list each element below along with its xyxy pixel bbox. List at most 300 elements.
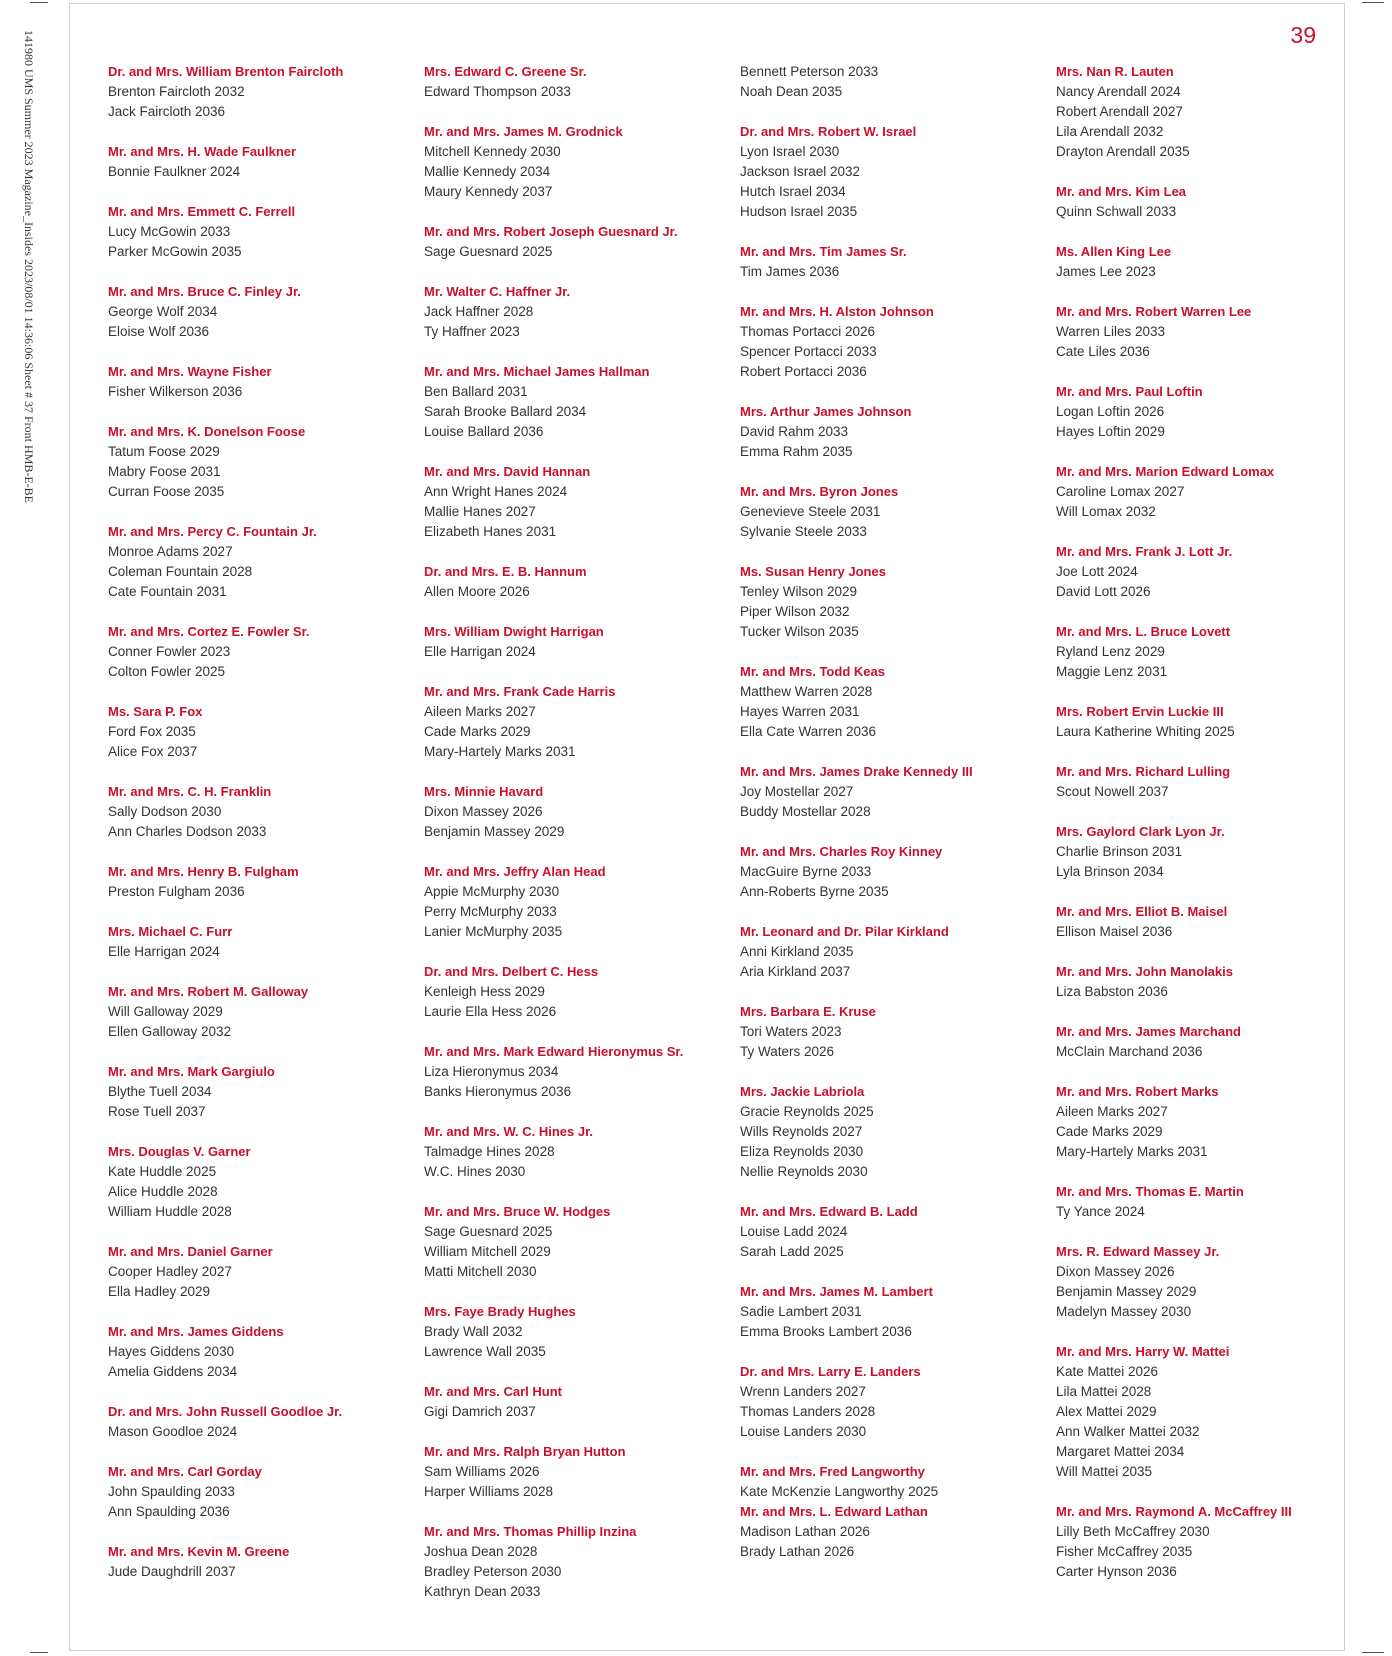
honoree-name: Coleman Fountain 2028 [108, 564, 253, 579]
donor-entry [424, 222, 724, 262]
donor-entry [424, 782, 724, 842]
donor-entry [108, 522, 408, 602]
honoree-name: Alice Huddle 2028 [108, 1184, 218, 1199]
honoree-name: MacGuire Byrne 2033 [740, 864, 872, 879]
honoree-name: Ty Yance 2024 [1056, 1204, 1145, 1219]
donor-name: Mrs. R. Edward Massey Jr. [1056, 1244, 1220, 1259]
donor-entry [740, 1082, 1040, 1182]
donor-entry [108, 1242, 408, 1302]
honoree-name: Tatum Foose 2029 [108, 444, 220, 459]
honoree-name: Hayes Giddens 2030 [108, 1344, 235, 1359]
donor-entry [424, 1202, 724, 1282]
donor-entry [424, 1302, 724, 1362]
honoree-name: Hutch Israel 2034 [740, 184, 846, 199]
donor-name: Mr. Leonard and Dr. Pilar Kirkland [740, 924, 949, 939]
honoree-name: Hayes Warren 2031 [740, 704, 860, 719]
donor-entry [108, 282, 408, 342]
honoree-name: Madelyn Massey 2030 [1056, 1304, 1192, 1319]
honoree-name: Charlie Brinson 2031 [1056, 844, 1183, 859]
honoree-name: Ryland Lenz 2029 [1056, 644, 1165, 659]
honoree-name: Jackson Israel 2032 [740, 164, 861, 179]
honoree-name: Genevieve Steele 2031 [740, 504, 881, 519]
donor-entry [108, 922, 408, 962]
honoree-name: Mabry Foose 2031 [108, 464, 221, 479]
donor-entry [108, 1062, 408, 1122]
honoree-name: Blythe Tuell 2034 [108, 1084, 212, 1099]
honoree-name: Ella Cate Warren 2036 [740, 724, 877, 739]
honoree-name: Cade Marks 2029 [424, 724, 531, 739]
honoree-name: Eloise Wolf 2036 [108, 324, 210, 339]
column-2 [424, 62, 724, 1622]
donor-entry [424, 62, 724, 102]
honoree-name: Aileen Marks 2027 [1056, 1104, 1168, 1119]
donor-name: Mr. and Mrs. Tim James Sr. [740, 244, 907, 259]
honoree-name: Tenley Wilson 2029 [740, 584, 858, 599]
honoree-name: Anni Kirkland 2035 [740, 944, 854, 959]
honoree-name: Hayes Loftin 2029 [1056, 424, 1165, 439]
donor-name: Mr. and Mrs. Elliot B. Maisel [1056, 904, 1228, 919]
honoree-name: Ford Fox 2035 [108, 724, 196, 739]
honoree-name: Sam Williams 2026 [424, 1464, 540, 1479]
donor-entry [1056, 542, 1356, 602]
donor-name: Dr. and Mrs. Robert W. Israel [740, 124, 917, 139]
honoree-name: Gracie Reynolds 2025 [740, 1104, 874, 1119]
donor-name: Mr. and Mrs. Wayne Fisher [108, 364, 272, 379]
donor-entry [108, 142, 408, 182]
honoree-name: Harper Williams 2028 [424, 1484, 554, 1499]
donor-name: Dr. and Mrs. John Russell Goodloe Jr. [108, 1404, 343, 1419]
honoree-name: Lyon Israel 2030 [740, 144, 840, 159]
honoree-name: Cate Fountain 2031 [108, 584, 227, 599]
donor-name: Mr. and Mrs. Edward B. Ladd [740, 1204, 918, 1219]
donor-entry [1056, 302, 1356, 362]
donor-entry [108, 622, 408, 682]
donor-name: Mr. and Mrs. Frank J. Lott Jr. [1056, 544, 1233, 559]
donor-name: Mr. and Mrs. H. Wade Faulkner [108, 144, 297, 159]
donor-name: Dr. and Mrs. Larry E. Landers [740, 1364, 921, 1379]
donor-name: Mr. and Mrs. Marion Edward Lomax [1056, 464, 1275, 479]
print-slug-text: 141980 UMS Summer 2023 Magazine_Insides 2023/08/01 14:36:06 Sheet # 37 Front HMB-E-BE [22, 30, 36, 503]
donor-entry [1056, 1502, 1356, 1582]
honoree-name: Dixon Massey 2026 [424, 804, 543, 819]
honoree-name: Tucker Wilson 2035 [740, 624, 859, 639]
honoree-name: Emma Brooks Lambert 2036 [740, 1324, 912, 1339]
honoree-name: Ann Spaulding 2036 [108, 1504, 230, 1519]
honoree-name: Kate Huddle 2025 [108, 1164, 217, 1179]
honoree-name: Will Lomax 2032 [1056, 504, 1156, 519]
donor-entry [740, 922, 1040, 982]
honoree-name: Laurie Ella Hess 2026 [424, 1004, 557, 1019]
honoree-name: Aileen Marks 2027 [424, 704, 536, 719]
donor-name: Mr. and Mrs. Robert M. Galloway [108, 984, 309, 999]
honoree-name: Maury Kennedy 2037 [424, 184, 553, 199]
donor-entry [740, 482, 1040, 542]
honoree-name: Ty Haffner 2023 [424, 324, 520, 339]
honoree-name: Brady Lathan 2026 [740, 1544, 855, 1559]
crop-mark [30, 1652, 48, 1653]
donor-entry [740, 1362, 1040, 1442]
honoree-name: Sarah Ladd 2025 [740, 1244, 844, 1259]
honoree-name: Benjamin Massey 2029 [1056, 1284, 1197, 1299]
honoree-name: Louise Ballard 2036 [424, 424, 544, 439]
honoree-name: Will Galloway 2029 [108, 1004, 223, 1019]
donor-name: Mrs. Barbara E. Kruse [740, 1004, 876, 1019]
donor-name: Mrs. Douglas V. Garner [108, 1144, 251, 1159]
donor-entry [108, 782, 408, 842]
honoree-name: Mary-Hartely Marks 2031 [424, 744, 576, 759]
honoree-name: Joe Lott 2024 [1056, 564, 1138, 579]
donor-name: Mr. and Mrs. Percy C. Fountain Jr. [108, 524, 317, 539]
donor-entry [108, 702, 408, 762]
donor-entry [424, 362, 724, 442]
donor-name: Mr. and Mrs. James M. Lambert [740, 1284, 933, 1299]
donor-name: Mrs. Michael C. Furr [108, 924, 233, 939]
donor-name: Mr. and Mrs. L. Bruce Lovett [1056, 624, 1231, 639]
donor-entry [424, 122, 724, 202]
honoree-name: Kate Mattei 2026 [1056, 1364, 1159, 1379]
honoree-name: Ann Walker Mattei 2032 [1056, 1424, 1200, 1439]
donor-name: Mr. and Mrs. John Manolakis [1056, 964, 1233, 979]
honoree-name: Caroline Lomax 2027 [1056, 484, 1185, 499]
honoree-name: Mitchell Kennedy 2030 [424, 144, 561, 159]
donor-name: Mr. and Mrs. K. Donelson Foose [108, 424, 306, 439]
donor-name: Ms. Allen King Lee [1056, 244, 1172, 259]
honoree-name: William Huddle 2028 [108, 1204, 232, 1219]
honoree-name: Madison Lathan 2026 [740, 1524, 870, 1539]
honoree-name: Wrenn Landers 2027 [740, 1384, 866, 1399]
donor-name: Mrs. Robert Ervin Luckie III [1056, 704, 1224, 719]
honoree-name: Robert Portacci 2036 [740, 364, 867, 379]
honoree-name: Scout Nowell 2037 [1056, 784, 1169, 799]
honoree-name: Edward Thompson 2033 [424, 84, 571, 99]
page-number: 39 [1290, 22, 1316, 48]
honoree-name: Louise Landers 2030 [740, 1424, 867, 1439]
donor-name: Mr. and Mrs. James Marchand [1056, 1024, 1241, 1039]
donor-entry [1056, 1182, 1356, 1222]
donor-name: Mr. and Mrs. Paul Loftin [1056, 384, 1203, 399]
honoree-name: Tori Waters 2023 [740, 1024, 842, 1039]
honoree-name: Dixon Massey 2026 [1056, 1264, 1175, 1279]
donor-name: Mr. and Mrs. James Giddens [108, 1324, 284, 1339]
donor-entry [108, 1402, 408, 1442]
honoree-name: Bradley Peterson 2030 [424, 1564, 562, 1579]
donor-entry [424, 462, 724, 542]
honoree-name: Noah Dean 2035 [740, 84, 843, 99]
honoree-name: Liza Hieronymus 2034 [424, 1064, 559, 1079]
donor-entry [740, 302, 1040, 382]
donor-entry [740, 242, 1040, 282]
honoree-name: Ty Waters 2026 [740, 1044, 835, 1059]
donor-name: Mr. and Mrs. L. Edward Lathan [740, 1504, 928, 1519]
honoree-name: Drayton Arendall 2035 [1056, 144, 1190, 159]
donor-entry [740, 1462, 1040, 1502]
donor-entry [1056, 462, 1356, 522]
honoree-name: McClain Marchand 2036 [1056, 1044, 1203, 1059]
donor-name: Mr. and Mrs. Kevin M. Greene [108, 1544, 290, 1559]
honoree-name: Quinn Schwall 2033 [1056, 204, 1177, 219]
donor-name: Mr. and Mrs. Thomas Phillip Inzina [424, 1524, 637, 1539]
honoree-name: Preston Fulgham 2036 [108, 884, 245, 899]
column-4 [1056, 62, 1356, 1602]
donor-name: Mrs. Minnie Havard [424, 784, 544, 799]
donor-name: Mr. and Mrs. C. H. Franklin [108, 784, 272, 799]
donor-name: Mr. and Mrs. Frank Cade Harris [424, 684, 616, 699]
honoree-name: Elle Harrigan 2024 [424, 644, 536, 659]
donor-entry [740, 562, 1040, 642]
honoree-name: Mallie Hanes 2027 [424, 504, 536, 519]
donor-entry [1056, 62, 1356, 162]
honoree-name: Parker McGowin 2035 [108, 244, 242, 259]
donor-name: Mr. Walter C. Haffner Jr. [424, 284, 571, 299]
honoree-name: Sage Guesnard 2025 [424, 244, 553, 259]
honoree-name: Colton Fowler 2025 [108, 664, 226, 679]
donor-name: Mr. and Mrs. David Hannan [424, 464, 591, 479]
honoree-name: Lyla Brinson 2034 [1056, 864, 1164, 879]
honoree-name: Maggie Lenz 2031 [1056, 664, 1168, 679]
honoree-name: Lila Arendall 2032 [1056, 124, 1164, 139]
donor-entry [1056, 1022, 1356, 1062]
honoree-name: Nancy Arendall 2024 [1056, 84, 1181, 99]
honoree-name: Lilly Beth McCaffrey 2030 [1056, 1524, 1210, 1539]
donor-name: Mr. and Mrs. Todd Keas [740, 664, 885, 679]
donor-name: Mr. and Mrs. Charles Roy Kinney [740, 844, 943, 859]
honoree-name: W.C. Hines 2030 [424, 1164, 526, 1179]
honoree-name: Jack Faircloth 2036 [108, 104, 226, 119]
honoree-name: Cate Liles 2036 [1056, 344, 1150, 359]
honoree-name: Liza Babston 2036 [1056, 984, 1168, 999]
honoree-name: George Wolf 2034 [108, 304, 218, 319]
donor-name: Dr. and Mrs. E. B. Hannum [424, 564, 587, 579]
donor-name: Mrs. Edward C. Greene Sr. [424, 64, 587, 79]
donor-entry [740, 402, 1040, 462]
honoree-name: Louise Ladd 2024 [740, 1224, 848, 1239]
print-slug [16, 30, 42, 590]
honoree-name: Sage Guesnard 2025 [424, 1224, 553, 1239]
donor-name: Mr. and Mrs. Robert Warren Lee [1056, 304, 1252, 319]
honoree-name: Mason Goodloe 2024 [108, 1424, 238, 1439]
honoree-name: Ellen Galloway 2032 [108, 1024, 232, 1039]
crop-mark [1362, 1652, 1384, 1653]
honoree-name: Ben Ballard 2031 [424, 384, 528, 399]
honoree-name: Margaret Mattei 2034 [1056, 1444, 1185, 1459]
donor-entry [108, 422, 408, 502]
donor-entry [740, 1502, 1040, 1562]
donor-entry [424, 862, 724, 942]
donor-name: Mr. and Mrs. Harry W. Mattei [1056, 1344, 1230, 1359]
honoree-name: Hudson Israel 2035 [740, 204, 858, 219]
honoree-name: Cooper Hadley 2027 [108, 1264, 232, 1279]
donor-name: Mr. and Mrs. James M. Grodnick [424, 124, 623, 139]
donor-name: Mr. and Mrs. James Drake Kennedy III [740, 764, 973, 779]
donor-entry [1056, 182, 1356, 222]
honoree-name: Kate McKenzie Langworthy 2025 [740, 1484, 939, 1499]
donor-name: Mr. and Mrs. Byron Jones [740, 484, 899, 499]
donor-entry [1056, 762, 1356, 802]
honoree-name: William Mitchell 2029 [424, 1244, 551, 1259]
donor-entry [424, 1042, 724, 1102]
donor-entry [740, 122, 1040, 222]
honoree-name: Jude Daughdrill 2037 [108, 1564, 236, 1579]
honoree-name: Jack Haffner 2028 [424, 304, 534, 319]
donor-name: Mr. and Mrs. Daniel Garner [108, 1244, 273, 1259]
donor-entry [108, 362, 408, 402]
honoree-name: Warren Liles 2033 [1056, 324, 1166, 339]
donor-name: Mr. and Mrs. Raymond A. McCaffrey III [1056, 1504, 1292, 1519]
donor-entry [108, 62, 408, 122]
donor-entry [1056, 902, 1356, 942]
donor-name: Ms. Susan Henry Jones [740, 564, 886, 579]
honoree-name: Carter Hynson 2036 [1056, 1564, 1177, 1579]
donor-entry [1056, 962, 1356, 1002]
honoree-name: Emma Rahm 2035 [740, 444, 853, 459]
honoree-name: Kathryn Dean 2033 [424, 1584, 541, 1599]
donor-entry [740, 1002, 1040, 1062]
honoree-name: Thomas Portacci 2026 [740, 324, 876, 339]
honoree-name: Ann Wright Hanes 2024 [424, 484, 568, 499]
donor-entry [424, 1522, 724, 1602]
honoree-name: Fisher Wilkerson 2036 [108, 384, 243, 399]
donor-name: Mr. and Mrs. Emmett C. Ferrell [108, 204, 296, 219]
honoree-name: Piper Wilson 2032 [740, 604, 850, 619]
donor-entry [1056, 1342, 1356, 1482]
honoree-name: Ella Hadley 2029 [108, 1284, 211, 1299]
honoree-name: Monroe Adams 2027 [108, 544, 233, 559]
donor-entry [108, 1322, 408, 1382]
honoree-name: Appie McMurphy 2030 [424, 884, 560, 899]
honoree-name: Ellison Maisel 2036 [1056, 924, 1173, 939]
honoree-name: Alex Mattei 2029 [1056, 1404, 1157, 1419]
donor-name: Mr. and Mrs. Ralph Bryan Hutton [424, 1444, 626, 1459]
honoree-name: Eliza Reynolds 2030 [740, 1144, 864, 1159]
donor-name: Mr. and Mrs. Michael James Hallman [424, 364, 650, 379]
honoree-name: Matthew Warren 2028 [740, 684, 873, 699]
honoree-name: Talmadge Hines 2028 [424, 1144, 555, 1159]
donor-entry [424, 1382, 724, 1422]
donor-entry [1056, 702, 1356, 742]
donor-entry [1056, 382, 1356, 442]
column-3 [740, 62, 1040, 1582]
honoree-name: Mallie Kennedy 2034 [424, 164, 551, 179]
donor-name: Mrs. Gaylord Clark Lyon Jr. [1056, 824, 1225, 839]
honoree-name: Sadie Lambert 2031 [740, 1304, 862, 1319]
honoree-name: Benjamin Massey 2029 [424, 824, 565, 839]
crop-mark [30, 2, 48, 3]
donor-entry [108, 1542, 408, 1582]
honoree-name: Gigi Damrich 2037 [424, 1404, 536, 1419]
donor-name: Ms. Sara P. Fox [108, 704, 203, 719]
honoree-name: Conner Fowler 2023 [108, 644, 231, 659]
donor-name: Mrs. Jackie Labriola [740, 1084, 865, 1099]
honoree-name: Kenleigh Hess 2029 [424, 984, 545, 999]
honoree-name: Alice Fox 2037 [108, 744, 198, 759]
donor-entry [740, 662, 1040, 742]
donor-entry [424, 622, 724, 662]
donor-entry [424, 282, 724, 342]
donor-entry [108, 982, 408, 1042]
honoree-name: Bennett Peterson 2033 [740, 64, 879, 79]
honoree-name: Joshua Dean 2028 [424, 1544, 538, 1559]
honoree-name: David Lott 2026 [1056, 584, 1151, 599]
honoree-name: Rose Tuell 2037 [108, 1104, 206, 1119]
honoree-name: Lila Mattei 2028 [1056, 1384, 1152, 1399]
honoree-name: Mary-Hartely Marks 2031 [1056, 1144, 1208, 1159]
honoree-name: Sarah Brooke Ballard 2034 [424, 404, 587, 419]
honoree-name: Buddy Mostellar 2028 [740, 804, 871, 819]
donor-entry [740, 842, 1040, 902]
honoree-name: Lawrence Wall 2035 [424, 1344, 546, 1359]
honoree-name: Cade Marks 2029 [1056, 1124, 1163, 1139]
honoree-name: Spencer Portacci 2033 [740, 344, 877, 359]
donor-entry [740, 1202, 1040, 1262]
donor-entry [740, 762, 1040, 822]
honoree-name: Robert Arendall 2027 [1056, 104, 1183, 119]
honoree-name: Matti Mitchell 2030 [424, 1264, 537, 1279]
donor-entry [108, 1462, 408, 1522]
donor-name: Mr. and Mrs. Fred Langworthy [740, 1464, 925, 1479]
donor-entry [1056, 622, 1356, 682]
honoree-name: Logan Loftin 2026 [1056, 404, 1165, 419]
honoree-name: Banks Hieronymus 2036 [424, 1084, 572, 1099]
honoree-name: Sally Dodson 2030 [108, 804, 222, 819]
honoree-name: Perry McMurphy 2033 [424, 904, 557, 919]
honoree-name: Nellie Reynolds 2030 [740, 1164, 868, 1179]
honoree-name: Bonnie Faulkner 2024 [108, 164, 241, 179]
donor-name: Mr. and Mrs. W. C. Hines Jr. [424, 1124, 594, 1139]
donor-name: Mr. and Mrs. Carl Hunt [424, 1384, 562, 1399]
donor-name: Mrs. Arthur James Johnson [740, 404, 912, 419]
donor-name: Mr. and Mrs. Richard Lulling [1056, 764, 1231, 779]
honoree-name: Elizabeth Hanes 2031 [424, 524, 557, 539]
honoree-name: Brady Wall 2032 [424, 1324, 523, 1339]
donor-entry [108, 202, 408, 262]
honoree-name: Elle Harrigan 2024 [108, 944, 220, 959]
donor-name: Mr. and Mrs. Mark Gargiulo [108, 1064, 275, 1079]
honoree-name: Aria Kirkland 2037 [740, 964, 851, 979]
donor-name: Mr. and Mrs. Cortez E. Fowler Sr. [108, 624, 310, 639]
honoree-name: James Lee 2023 [1056, 264, 1156, 279]
honoree-name: Ann-Roberts Byrne 2035 [740, 884, 889, 899]
donor-entry [108, 862, 408, 902]
honoree-name: Joy Mostellar 2027 [740, 784, 854, 799]
donor-name: Mrs. Faye Brady Hughes [424, 1304, 576, 1319]
honoree-name: Lucy McGowin 2033 [108, 224, 231, 239]
honoree-name: Sylvanie Steele 2033 [740, 524, 867, 539]
donor-entry [424, 682, 724, 762]
donor-entry [424, 562, 724, 602]
donor-name: Mr. and Mrs. Thomas E. Martin [1056, 1184, 1244, 1199]
donor-name: Mr. and Mrs. Kim Lea [1056, 184, 1187, 199]
donor-name: Mr. and Mrs. Carl Gorday [108, 1464, 262, 1479]
column-1 [108, 62, 408, 1602]
donor-name: Dr. and Mrs. William Brenton Faircloth [108, 64, 344, 79]
honoree-name: Curran Foose 2035 [108, 484, 225, 499]
donor-name: Mr. and Mrs. H. Alston Johnson [740, 304, 934, 319]
honoree-name: Allen Moore 2026 [424, 584, 530, 599]
donor-name: Mr. and Mrs. Henry B. Fulgham [108, 864, 299, 879]
honoree-name: John Spaulding 2033 [108, 1484, 235, 1499]
donor-entry [740, 1282, 1040, 1342]
donor-name: Mrs. Nan R. Lauten [1056, 64, 1174, 79]
donor-name: Mr. and Mrs. Robert Joseph Guesnard Jr. [424, 224, 678, 239]
crop-mark [1362, 2, 1384, 3]
honoree-name: David Rahm 2033 [740, 424, 849, 439]
donor-entry [740, 62, 1040, 102]
honoree-name: Tim James 2036 [740, 264, 840, 279]
donor-name: Mr. and Mrs. Robert Marks [1056, 1084, 1219, 1099]
honoree-name: Fisher McCaffrey 2035 [1056, 1544, 1193, 1559]
donor-name: Mr. and Mrs. Bruce W. Hodges [424, 1204, 611, 1219]
donor-name: Mrs. William Dwight Harrigan [424, 624, 604, 639]
